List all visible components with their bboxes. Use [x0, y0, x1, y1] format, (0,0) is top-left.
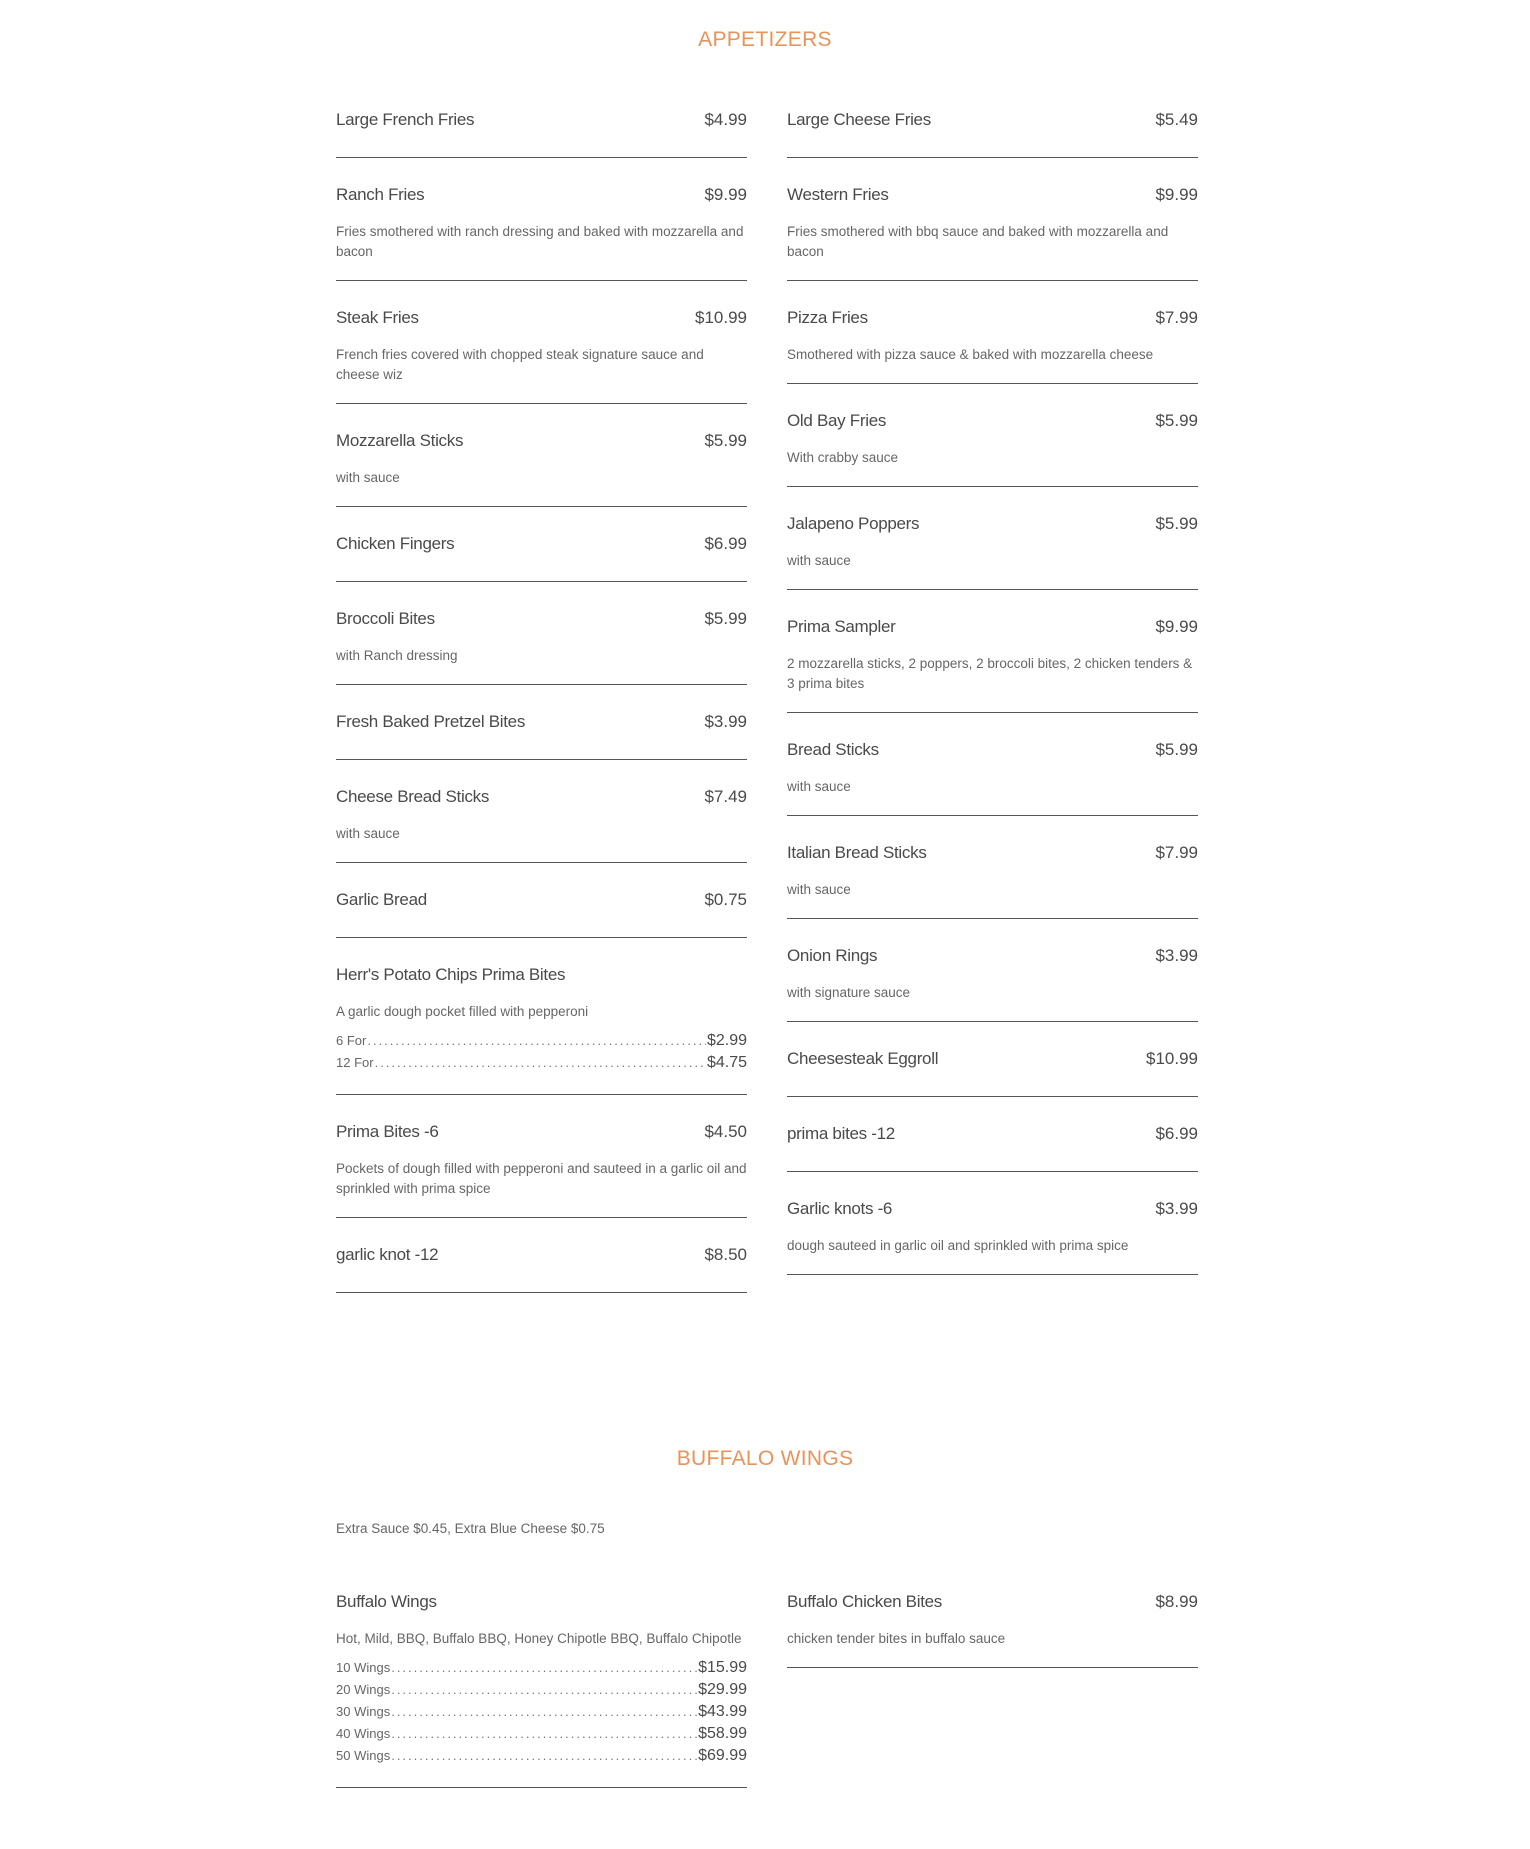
- menu-item: [336, 760, 747, 863]
- menu-item: [336, 1565, 747, 1788]
- menu-item: [787, 384, 1198, 487]
- price-tier-label: 30 Wings: [336, 1704, 391, 1719]
- menu-item-name: Prima Bites -6: [336, 1122, 439, 1141]
- menu-item-price: $5.49: [1155, 110, 1198, 129]
- menu-item-description: with sauce: [336, 470, 400, 485]
- menu-item-header: [787, 176, 1198, 214]
- menu-item-header: [787, 1583, 1198, 1621]
- menu-item: [336, 938, 747, 1095]
- menu-item-header: [336, 1113, 747, 1151]
- menu-item-name: Broccoli Bites: [336, 609, 435, 628]
- menu-item-name: Ranch Fries: [336, 185, 425, 204]
- price-tier-row: [336, 1032, 747, 1054]
- menu-item-header: [336, 600, 747, 638]
- price-tier-row: [336, 1054, 747, 1076]
- menu-item-price: $5.99: [1155, 740, 1198, 759]
- price-tier-label: 6 For: [336, 1033, 367, 1048]
- appetizers-right-column: [787, 83, 1198, 1275]
- price-tier-label: 10 Wings: [336, 1660, 391, 1675]
- price-tier-row: [336, 1725, 747, 1747]
- buffalo-left-column: [336, 1565, 747, 1788]
- menu-item-description: chicken tender bites in buffalo sauce: [787, 1631, 1006, 1646]
- menu-item-name: Onion Rings: [787, 946, 878, 965]
- menu-item: [336, 281, 747, 404]
- menu-item: [787, 713, 1198, 816]
- menu-item: [787, 487, 1198, 590]
- price-tier-row: [336, 1703, 747, 1725]
- menu-item-description: with sauce: [787, 553, 851, 568]
- price-tier-label: 12 For: [336, 1055, 374, 1070]
- menu-item-header: [336, 176, 747, 214]
- menu-item-price: $9.99: [1155, 185, 1198, 204]
- extras-note: Extra Sauce $0.45, Extra Blue Cheese $0.75: [336, 1521, 605, 1536]
- dot-leader: [391, 1748, 697, 1763]
- menu-item-name: prima bites -12: [787, 1124, 895, 1143]
- menu-item-price: $6.99: [1155, 1124, 1198, 1143]
- menu-item-name: Steak Fries: [336, 308, 419, 327]
- menu-item-price: $5.99: [1155, 411, 1198, 430]
- menu-item-description: with sauce: [787, 779, 851, 794]
- menu-item-price: $5.99: [704, 609, 747, 628]
- menu-item-description: Fries smothered with bbq sauce and baked with mozzarella and bacon: [787, 224, 1169, 259]
- menu-item-price: $7.49: [704, 787, 747, 806]
- menu-item-description: with sauce: [336, 826, 400, 841]
- menu-item: [336, 582, 747, 685]
- menu-item: [787, 919, 1198, 1022]
- menu-item: [336, 863, 747, 938]
- menu-item: [787, 590, 1198, 713]
- buffalo-right-column: [787, 1565, 1198, 1668]
- menu-item: [787, 83, 1198, 158]
- menu-item-header: [787, 505, 1198, 543]
- dot-leader: [391, 1726, 697, 1741]
- menu-item-header: [787, 731, 1198, 769]
- menu-item-name: Western Fries: [787, 185, 889, 204]
- menu-item-header: [336, 1583, 747, 1621]
- price-tier-price: $4.75: [706, 1054, 747, 1071]
- menu-item-name: Cheesesteak Eggroll: [787, 1049, 939, 1068]
- menu-item-price: $10.99: [1146, 1049, 1198, 1068]
- menu-item-header: [787, 1115, 1198, 1153]
- menu-item-price: $9.99: [704, 185, 747, 204]
- buffalo-wings-section-title: BUFFALO WINGS: [676, 1447, 854, 1470]
- menu-item-price: $0.75: [704, 890, 747, 909]
- menu-item-header: [336, 299, 747, 337]
- menu-item-header: [787, 937, 1198, 975]
- menu-item-header: [336, 1236, 747, 1274]
- price-tier-price: $29.99: [698, 1681, 747, 1698]
- price-tier-label: 40 Wings: [336, 1726, 391, 1741]
- menu-item-price: $4.99: [704, 110, 747, 129]
- dot-leader: [367, 1033, 706, 1048]
- menu-item-description: Fries smothered with ranch dressing and baked with mozzarella and bacon: [336, 224, 744, 259]
- menu-item: [336, 83, 747, 158]
- menu-item-description: with Ranch dressing: [336, 648, 458, 663]
- price-tier-price: $58.99: [698, 1725, 747, 1742]
- menu-item-header: [787, 101, 1198, 139]
- price-tier-label: 50 Wings: [336, 1748, 391, 1763]
- menu-item: [336, 685, 747, 760]
- price-tier-row: [336, 1747, 747, 1769]
- menu-item: [336, 1095, 747, 1218]
- menu-item-name: Buffalo Wings: [336, 1592, 437, 1611]
- price-tier-row: [336, 1659, 747, 1681]
- menu-item-header: [787, 608, 1198, 646]
- price-tier-price: $15.99: [698, 1659, 747, 1676]
- dot-leader: [375, 1055, 706, 1070]
- menu-item-header: [787, 1040, 1198, 1078]
- menu-item-price: $3.99: [1155, 946, 1198, 965]
- menu-item-description: French fries covered with chopped steak signature sauce and cheese wiz: [336, 347, 704, 382]
- menu-item-description: With crabby sauce: [787, 450, 899, 465]
- menu-item-header: [336, 778, 747, 816]
- menu-item-header: [336, 703, 747, 741]
- dot-leader: [391, 1660, 697, 1675]
- menu-item-name: Cheese Bread Sticks: [336, 787, 490, 806]
- menu-item-price: $7.99: [1155, 843, 1198, 862]
- menu-item-price: $5.99: [704, 431, 747, 450]
- menu-item-header: [787, 402, 1198, 440]
- menu-item-header: [336, 956, 747, 994]
- menu-item-name: Buffalo Chicken Bites: [787, 1592, 942, 1611]
- menu-item-price: $3.99: [704, 712, 747, 731]
- menu-item-header: [336, 101, 747, 139]
- price-tier-price: $69.99: [698, 1747, 747, 1764]
- menu-item-price: $6.99: [704, 534, 747, 553]
- menu-item-price: $4.50: [704, 1122, 747, 1141]
- price-tier-price: $43.99: [698, 1703, 747, 1720]
- menu-item-name: Italian Bread Sticks: [787, 843, 927, 862]
- menu-item: [336, 507, 747, 582]
- dot-leader: [391, 1682, 697, 1697]
- menu-item-price: $7.99: [1155, 308, 1198, 327]
- menu-item-header: [787, 1190, 1198, 1228]
- menu-item-description: Smothered with pizza sauce & baked with mozzarella cheese: [787, 347, 1154, 362]
- price-tier-row: [336, 1681, 747, 1703]
- menu-item: [336, 404, 747, 507]
- menu-item-description: with sauce: [787, 882, 851, 897]
- menu-item-name: Garlic knots -6: [787, 1199, 893, 1218]
- menu-item-name: garlic knot -12: [336, 1245, 439, 1264]
- menu-item-name: Garlic Bread: [336, 890, 427, 909]
- appetizers-left-column: [336, 83, 747, 1293]
- price-tier-list: [336, 1032, 747, 1076]
- price-tier-list: [336, 1659, 747, 1769]
- menu-item-header: [787, 299, 1198, 337]
- menu-item-header: [787, 834, 1198, 872]
- menu-item: [336, 158, 747, 281]
- appetizers-section-title: APPETIZERS: [698, 28, 832, 51]
- menu-item-name: Chicken Fingers: [336, 534, 455, 553]
- menu-item-price: $3.99: [1155, 1199, 1198, 1218]
- menu-item-header: [336, 525, 747, 563]
- menu-item-name: Large French Fries: [336, 110, 475, 129]
- menu-item-description: A garlic dough pocket filled with pepperoni: [336, 1004, 589, 1019]
- menu-item: [787, 1022, 1198, 1097]
- menu-item-name: Bread Sticks: [787, 740, 879, 759]
- menu-item-name: Mozzarella Sticks: [336, 431, 464, 450]
- menu-item-name: Pizza Fries: [787, 308, 868, 327]
- menu-item-description: Hot, Mild, BBQ, Buffalo BBQ, Honey Chipotle BBQ, Buffalo Chipotle: [336, 1631, 742, 1646]
- menu-item-description: Pockets of dough filled with pepperoni and sauteed in a garlic oil and sprinkled with prima spice: [336, 1161, 747, 1196]
- menu-item-name: Herr's Potato Chips Prima Bites: [336, 965, 566, 984]
- menu-item: [787, 1565, 1198, 1668]
- menu-item-price: $9.99: [1155, 617, 1198, 636]
- menu-item-header: [336, 881, 747, 919]
- menu-item-name: Fresh Baked Pretzel Bites: [336, 712, 526, 731]
- menu-item-header: [336, 422, 747, 460]
- menu-item-name: Jalapeno Poppers: [787, 514, 920, 533]
- menu-item-price: $8.99: [1155, 1592, 1198, 1611]
- menu-item-description: with signature sauce: [787, 985, 911, 1000]
- menu-item: [787, 281, 1198, 384]
- menu-item-description: dough sauteed in garlic oil and sprinkled with prima spice: [787, 1238, 1129, 1253]
- menu-item: [787, 158, 1198, 281]
- menu-item-name: Prima Sampler: [787, 617, 896, 636]
- menu-item-name: Old Bay Fries: [787, 411, 887, 430]
- price-tier-price: $2.99: [706, 1032, 747, 1049]
- menu-item-name: Large Cheese Fries: [787, 110, 931, 129]
- menu-item-price: $8.50: [704, 1245, 747, 1264]
- menu-item-description: 2 mozzarella sticks, 2 poppers, 2 broccoli bites, 2 chicken tenders & 3 prima bites: [787, 656, 1193, 691]
- menu-item: [787, 1172, 1198, 1275]
- menu-item: [787, 1097, 1198, 1172]
- menu-item-price: $5.99: [1155, 514, 1198, 533]
- menu-item: [336, 1218, 747, 1293]
- menu-item-price: $10.99: [695, 308, 747, 327]
- dot-leader: [391, 1704, 697, 1719]
- menu-item: [787, 816, 1198, 919]
- price-tier-label: 20 Wings: [336, 1682, 391, 1697]
